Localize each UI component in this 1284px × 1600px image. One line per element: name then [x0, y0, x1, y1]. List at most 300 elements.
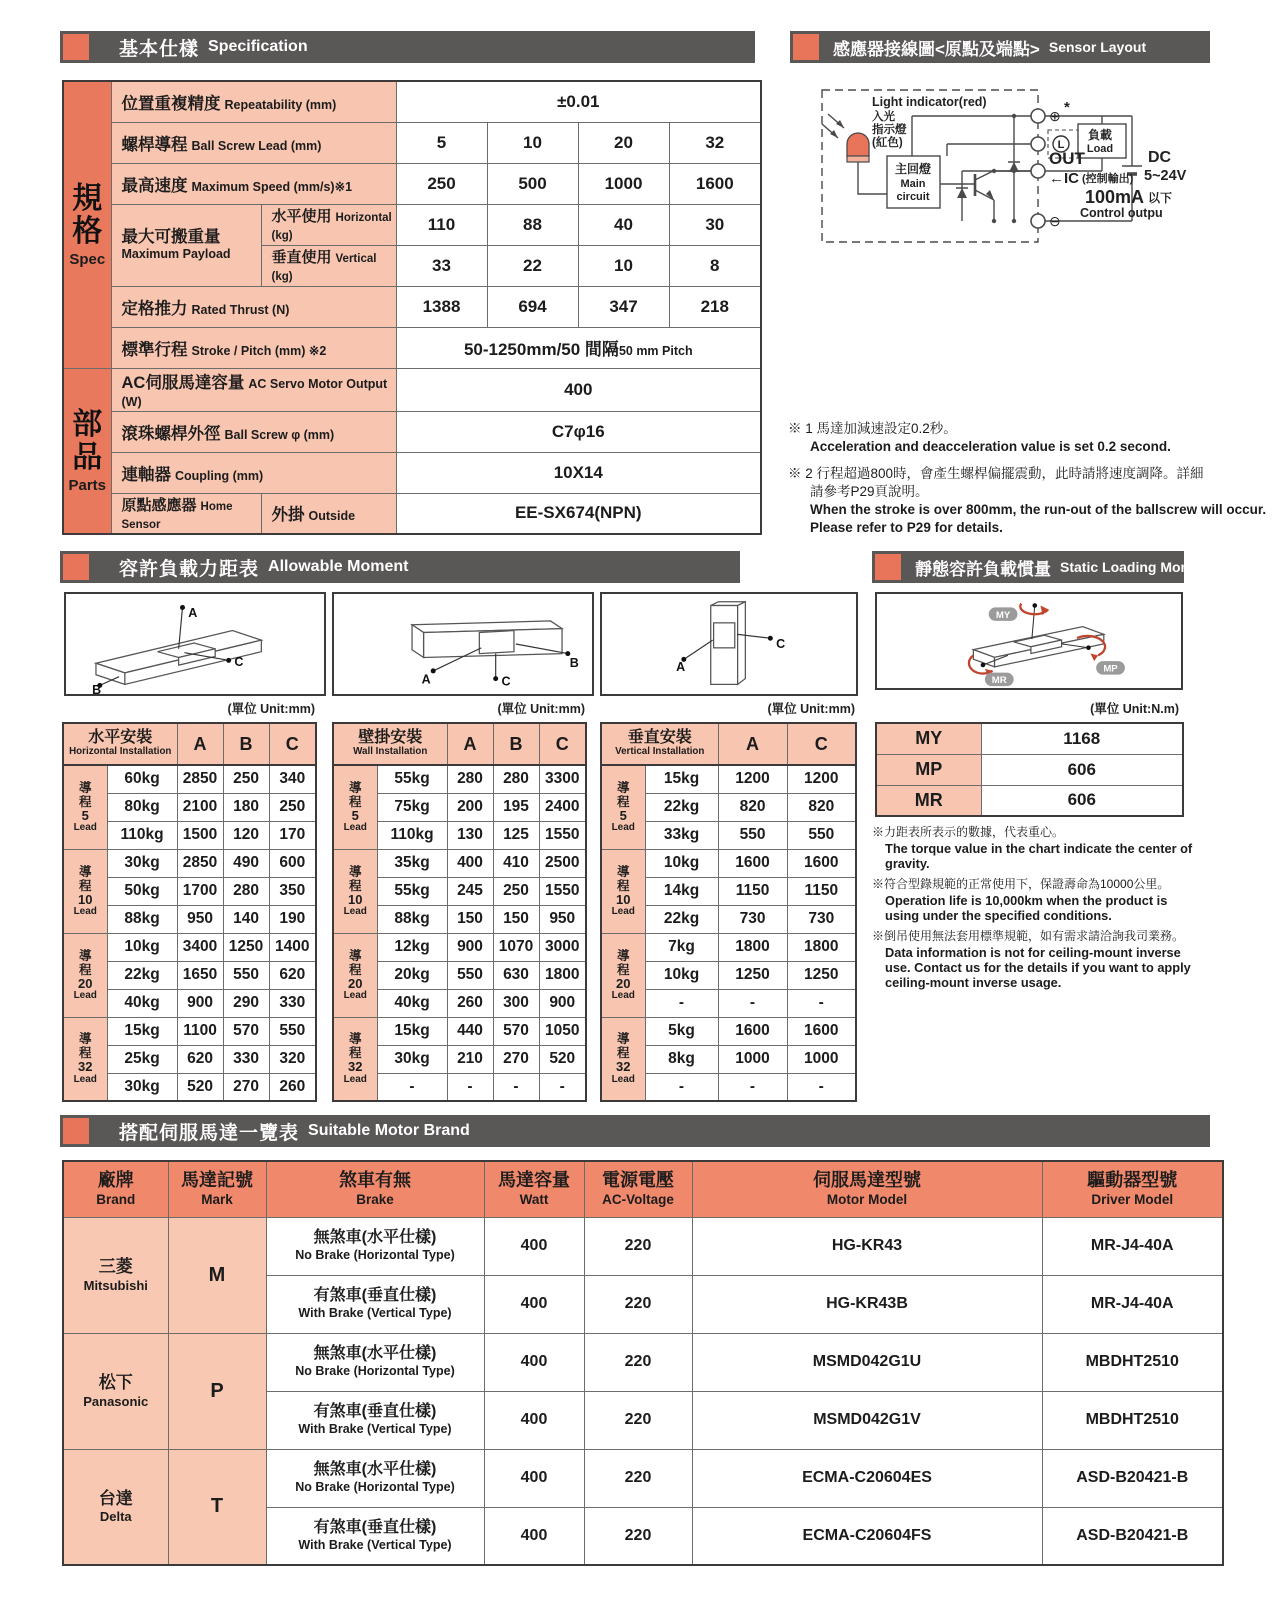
spec-value: 1000	[578, 163, 669, 204]
mt-col: A	[177, 723, 223, 765]
note-zh: ※ 2 行程超過800時，會產生螺桿偏擺震動，此時請將速度調降。詳細	[788, 465, 1204, 481]
spec-value: 22	[487, 245, 578, 286]
kg-cell: 40kg	[107, 989, 177, 1017]
mr-dot	[981, 663, 986, 668]
val-cell: 245	[447, 877, 493, 905]
kg-cell: 10kg	[107, 933, 177, 961]
kg-cell: 30kg	[107, 1073, 177, 1101]
val-cell: -	[787, 1073, 856, 1101]
val-cell: 900	[447, 933, 493, 961]
static-moment-section-header	[872, 551, 1214, 583]
spec-row-label: 定格推力 Rated Thrust (N)	[111, 286, 396, 327]
val-cell: 1250	[787, 961, 856, 989]
kg-cell: 35kg	[377, 849, 447, 877]
mt-col: C	[539, 723, 586, 765]
val-cell: 3400	[177, 933, 223, 961]
motor-model-cell: MSMD042G1V	[692, 1391, 1042, 1449]
spec-value: 10	[487, 122, 578, 163]
mt-title: 垂直安裝 Vertical Installation	[601, 723, 718, 765]
mt-col: A	[447, 723, 493, 765]
current-limit: 100mA	[1085, 187, 1145, 207]
voltage-cell: 220	[584, 1333, 692, 1391]
driver-model-cell: MBDHT2510	[1042, 1391, 1223, 1449]
spec-row-label: 標準行程 Stroke / Pitch (mm) ※2	[111, 327, 396, 368]
brake-cell: 有煞車(垂直仕樣) With Brake (Vertical Type)	[266, 1275, 484, 1333]
val-cell: 570	[223, 1017, 269, 1045]
moment-value: 606	[981, 754, 1183, 785]
section-title-zh: 容許負載力距表	[119, 558, 260, 580]
val-cell: 125	[493, 821, 539, 849]
val-cell: -	[493, 1073, 539, 1101]
kg-cell: 8kg	[645, 1045, 718, 1073]
col-header-brand: 廠牌 Brand	[63, 1161, 168, 1217]
kg-cell: 88kg	[107, 905, 177, 933]
dc-label: DC	[1148, 149, 1172, 166]
spec-value: 400	[396, 368, 761, 411]
asterisk: *	[1064, 99, 1070, 116]
val-cell: 1250	[223, 933, 269, 961]
axis-a-label: A	[676, 659, 686, 674]
zener-triangle	[957, 188, 967, 198]
spec-value: 110	[396, 204, 487, 245]
note-zh: ※符合型錄規範的正常使用下，保證壽命為10000公里。	[872, 876, 1170, 891]
spec-sub-label: 外掛 Outside	[261, 493, 396, 534]
val-cell: -	[718, 989, 787, 1017]
note-en: The torque value in the chart indicate the center of gravity.	[885, 840, 1193, 871]
val-cell: -	[447, 1073, 493, 1101]
kg-cell: 55kg	[377, 877, 447, 905]
spec-value: 88	[487, 204, 578, 245]
spec-value: 40	[578, 204, 669, 245]
kg-cell: -	[645, 1073, 718, 1101]
sensor-section-header	[790, 31, 1210, 63]
brake-cell: 有煞車(垂直仕樣) With Brake (Vertical Type)	[266, 1391, 484, 1449]
moment-value: 606	[981, 785, 1183, 816]
mt-col: C	[269, 723, 316, 765]
lead-cell: 導程 10 Lead	[601, 849, 645, 933]
axis-a-dot	[180, 605, 185, 610]
val-cell: 550	[223, 961, 269, 989]
axis-a-label: A	[421, 672, 431, 687]
accent-square-icon	[63, 554, 89, 580]
val-cell: 900	[177, 989, 223, 1017]
lead-cell: 導程 20 Lead	[601, 933, 645, 1017]
val-cell: 1600	[718, 849, 787, 877]
val-cell: 630	[493, 961, 539, 989]
led-indicator-icon	[847, 133, 869, 156]
val-cell: 260	[269, 1073, 316, 1101]
mt-col: B	[493, 723, 539, 765]
static-moment-table	[875, 722, 1184, 817]
val-cell: 2850	[177, 765, 223, 793]
val-cell: 280	[223, 877, 269, 905]
mark-cell: M	[168, 1217, 266, 1333]
moment-key: MP	[876, 754, 981, 785]
val-cell: 820	[787, 793, 856, 821]
val-cell: 1100	[177, 1017, 223, 1045]
unit-caption: (單位 Unit:mm)	[227, 702, 315, 716]
val-cell: 520	[177, 1073, 223, 1101]
val-cell: 1000	[787, 1045, 856, 1073]
val-cell: 2850	[177, 849, 223, 877]
kg-cell: 88kg	[377, 905, 447, 933]
val-cell: 1250	[718, 961, 787, 989]
moment-value: 1168	[981, 723, 1183, 754]
val-cell: 730	[718, 905, 787, 933]
main-circuit-en2: circuit	[896, 191, 930, 203]
spec-sub-label: 水平使用 Horizontal (kg)	[261, 204, 396, 245]
val-cell: 1600	[787, 1017, 856, 1045]
column-side	[738, 602, 746, 685]
motor-model-cell: HG-KR43B	[692, 1275, 1042, 1333]
section-title-zh: 基本仕樣	[119, 38, 200, 60]
kg-cell: 20kg	[377, 961, 447, 989]
motor-model-cell: MSMD042G1U	[692, 1333, 1042, 1391]
spec-row-label: 最高速度 Maximum Speed (mm/s)※1	[111, 163, 396, 204]
val-cell: 2500	[539, 849, 586, 877]
axis-b-label: B	[569, 656, 579, 671]
spec-value: C7φ16	[396, 411, 761, 452]
kg-cell: 80kg	[107, 793, 177, 821]
val-cell: 570	[493, 1017, 539, 1045]
kg-cell: 15kg	[107, 1017, 177, 1045]
val-cell: 170	[269, 821, 316, 849]
accent-square-icon	[793, 34, 819, 60]
mark-cell: T	[168, 1449, 266, 1565]
axis-c-label: C	[776, 636, 786, 651]
val-cell: 250	[223, 765, 269, 793]
watt-cell: 400	[484, 1449, 584, 1507]
val-cell: 1800	[787, 933, 856, 961]
kg-cell: 40kg	[377, 989, 447, 1017]
axis-a-label: A	[188, 606, 198, 621]
static-notes	[872, 824, 1202, 995]
val-cell: 550	[447, 961, 493, 989]
val-cell: 550	[269, 1017, 316, 1045]
val-cell: 1500	[177, 821, 223, 849]
voltage-cell: 220	[584, 1391, 692, 1449]
spec-value: 218	[669, 286, 761, 327]
val-cell: 600	[269, 849, 316, 877]
brake-cell: 有煞車(垂直仕樣) With Brake (Vertical Type)	[266, 1507, 484, 1565]
val-cell: -	[787, 989, 856, 1017]
spec-value: 1600	[669, 163, 761, 204]
plus-symbol: ⊕	[1049, 108, 1061, 124]
val-cell: 150	[493, 905, 539, 933]
wall-installation-diagram	[332, 592, 594, 696]
lead-cell: 導程 32 Lead	[601, 1017, 645, 1101]
val-cell: 440	[447, 1017, 493, 1045]
kg-cell: -	[377, 1073, 447, 1101]
note-zh: ※ 1 馬達加減速設定0.2秒。	[788, 421, 957, 436]
spec-row-label: 原點感應器 Home Sensor	[111, 493, 261, 534]
l-terminal	[1031, 137, 1045, 151]
out-label: OUT	[1049, 149, 1085, 168]
spec-notes	[788, 420, 1274, 536]
section-title-en: Suitable Motor Brand	[308, 1122, 470, 1139]
val-cell: 190	[269, 905, 316, 933]
lead-cell: 導程 32 Lead	[333, 1017, 377, 1101]
sensor-wiring-diagram	[792, 76, 1212, 256]
kg-cell: 22kg	[645, 793, 718, 821]
side-label-en: Spec	[69, 250, 106, 268]
kg-cell: 15kg	[645, 765, 718, 793]
val-cell: 1000	[718, 1045, 787, 1073]
val-cell: 180	[223, 793, 269, 821]
val-cell: 3300	[539, 765, 586, 793]
spec-value: 8	[669, 245, 761, 286]
horizontal-installation-diagram	[64, 592, 326, 696]
dc-voltage: 5~24V	[1144, 168, 1187, 184]
val-cell: 400	[447, 849, 493, 877]
val-cell: 1800	[539, 961, 586, 989]
wall-installation-table	[332, 722, 587, 1102]
brand-cell: 松下 Panasonic	[63, 1333, 168, 1449]
note-zh: ※力距表所表示的數據，代表重心。	[872, 825, 1065, 839]
val-cell: 900	[539, 989, 586, 1017]
vertical-installation-diagram	[600, 592, 858, 696]
val-cell: 340	[269, 765, 316, 793]
col-header-watt: 馬達容量 Watt	[484, 1161, 584, 1217]
val-cell: 300	[493, 989, 539, 1017]
brand-cell: 台達 Delta	[63, 1449, 168, 1565]
axis-a-line	[684, 640, 713, 659]
brake-cell: 無煞車(水平仕樣) No Brake (Horizontal Type)	[266, 1449, 484, 1507]
spec-row-label: 連軸器 Coupling (mm)	[111, 452, 396, 493]
val-cell: 1050	[539, 1017, 586, 1045]
junction-dot	[992, 169, 996, 173]
spec-side-label: 部品 Parts	[63, 368, 111, 534]
val-cell: 260	[447, 989, 493, 1017]
load-zh: 負載	[1087, 128, 1113, 142]
kg-cell: 30kg	[377, 1045, 447, 1073]
ic-note: (控制輸出)	[1082, 173, 1134, 185]
lead-cell: 導程 20 Lead	[63, 933, 107, 1017]
val-cell: 330	[223, 1045, 269, 1073]
transistor-legs	[975, 170, 1031, 221]
val-cell: 1200	[718, 765, 787, 793]
section-title-zh: 感應器接線圖<原點及端點>	[833, 39, 1040, 59]
axis-c-dot	[768, 636, 773, 641]
val-cell: 2400	[539, 793, 586, 821]
unit-caption: (單位 Unit:N.m)	[1090, 702, 1179, 716]
motor-model-cell: ECMA-C20604FS	[692, 1507, 1042, 1565]
kg-cell: 22kg	[645, 905, 718, 933]
val-cell: 210	[447, 1045, 493, 1073]
axis-c-label: C	[234, 655, 244, 670]
kg-cell: -	[645, 989, 718, 1017]
spec-value: 347	[578, 286, 669, 327]
driver-model-cell: ASD-B20421-B	[1042, 1507, 1223, 1565]
junction-dot	[992, 219, 996, 223]
led-wire	[858, 162, 887, 194]
spec-row-label: 位置重複精度 Repeatability (mm)	[111, 81, 396, 122]
accent-square-icon	[875, 554, 901, 580]
brand-cell: 三菱 Mitsubishi	[63, 1217, 168, 1333]
val-cell: 1600	[718, 1017, 787, 1045]
note-en: Data information is not for ceiling-mount inverse use. Contact us for the details if you want to apply ceiling-mount inverse usage.	[885, 944, 1191, 990]
brake-cell: 無煞車(水平仕樣) No Brake (Horizontal Type)	[266, 1333, 484, 1391]
val-cell: 195	[493, 793, 539, 821]
spec-row-label: AC伺服馬達容量 AC Servo Motor Output (W)	[111, 368, 396, 411]
val-cell: 130	[447, 821, 493, 849]
val-cell: 620	[177, 1045, 223, 1073]
spec-value: 30	[669, 204, 761, 245]
junction-dot	[1012, 114, 1016, 118]
spec-row-label: 最大可搬重量 Maximum Payload	[111, 204, 261, 286]
mp-badge-label: MP	[1103, 663, 1118, 675]
internal-top-wires	[912, 116, 1031, 156]
val-cell: 350	[269, 877, 316, 905]
main-circuit-zh: 主回燈	[894, 162, 932, 176]
val-cell: 1650	[177, 961, 223, 989]
spec-value: EE-SX674(NPN)	[396, 493, 761, 534]
lead-cell: 導程 5 Lead	[601, 765, 645, 849]
kg-cell: 50kg	[107, 877, 177, 905]
spec-row-label: 滾珠螺桿外徑 Ball Screw φ (mm)	[111, 411, 396, 452]
minus-symbol: ⊖	[1049, 213, 1061, 229]
val-cell: 200	[447, 793, 493, 821]
watt-cell: 400	[484, 1333, 584, 1391]
val-cell: 1700	[177, 877, 223, 905]
arrowhead	[1090, 653, 1098, 661]
spec-value: 5	[396, 122, 487, 163]
section-title-en: Sensor Layout	[1048, 39, 1147, 55]
motor-section-header	[60, 1115, 1210, 1147]
kg-cell: 33kg	[645, 821, 718, 849]
spec-section-header	[60, 31, 755, 63]
note-en: Acceleration and deacceleration value is set 0.2 second.	[810, 439, 1171, 455]
vertical-installation-table	[600, 722, 857, 1102]
main-circuit-en1: Main	[900, 178, 926, 190]
val-cell: 3000	[539, 933, 586, 961]
spec-side-label	[63, 81, 111, 368]
kg-cell: 12kg	[377, 933, 447, 961]
axis-c-dot	[226, 658, 231, 663]
spec-value: 500	[487, 163, 578, 204]
mt-col: C	[787, 723, 856, 765]
voltage-cell: 220	[584, 1275, 692, 1333]
mark-cell: P	[168, 1333, 266, 1449]
val-cell: 1600	[787, 849, 856, 877]
kg-cell: 25kg	[107, 1045, 177, 1073]
val-cell: 1800	[718, 933, 787, 961]
moment-section-header	[60, 551, 740, 583]
moment-key: MY	[876, 723, 981, 754]
kg-cell: 55kg	[377, 765, 447, 793]
section-title-en: Allowable Moment	[268, 558, 409, 575]
val-cell: 250	[269, 793, 316, 821]
l-symbol: L	[1057, 139, 1065, 151]
kg-cell: 15kg	[377, 1017, 447, 1045]
light-zh3: (紅色)	[872, 137, 903, 149]
slider-front	[714, 623, 735, 648]
kg-cell: 110kg	[107, 821, 177, 849]
val-cell: 1550	[539, 877, 586, 905]
watt-cell: 400	[484, 1217, 584, 1275]
voltage-cell: 220	[584, 1449, 692, 1507]
lead-cell: 導程 20 Lead	[333, 933, 377, 1017]
section-title-en: Specification	[208, 38, 308, 55]
light-zh1: 入光	[872, 111, 895, 123]
col-header-brake: 煞車有無 Brake	[266, 1161, 484, 1217]
internal-wires	[940, 116, 1031, 221]
mt-title: 水平安裝 Horizontal Installation	[63, 723, 177, 765]
light-indicator-label: Light indicator(red)	[872, 95, 987, 109]
lead-cell: 導程 10 Lead	[333, 849, 377, 933]
kg-cell: 60kg	[107, 765, 177, 793]
col-header-mark: 馬達記號 Mark	[168, 1161, 266, 1217]
note-en: Please refer to P29 for details.	[810, 519, 1003, 535]
val-cell: 520	[539, 1045, 586, 1073]
led-base	[847, 156, 869, 162]
brake-cell: 無煞車(水平仕樣) No Brake (Horizontal Type)	[266, 1217, 484, 1275]
kg-cell: 14kg	[645, 877, 718, 905]
watt-cell: 400	[484, 1507, 584, 1565]
my-axis-line	[1032, 606, 1035, 640]
val-cell: 290	[223, 989, 269, 1017]
val-cell: 330	[269, 989, 316, 1017]
accent-square-icon	[63, 34, 89, 60]
col-header-driver-model: 驅動器型號 Driver Model	[1042, 1161, 1223, 1217]
ic-label: ←IC	[1049, 170, 1079, 187]
motor-brand-table	[62, 1160, 1224, 1566]
val-cell: 550	[718, 821, 787, 849]
slider-front	[479, 631, 514, 654]
col-header-voltage: 電源電壓 AC-Voltage	[584, 1161, 692, 1217]
watt-cell: 400	[484, 1391, 584, 1449]
watt-cell: 400	[484, 1275, 584, 1333]
spec-sub-label: 垂直使用 Vertical (kg)	[261, 245, 396, 286]
val-cell: 280	[447, 765, 493, 793]
driver-model-cell: ASD-B20421-B	[1042, 1449, 1223, 1507]
motor-model-cell: HG-KR43	[692, 1217, 1042, 1275]
kg-cell: 75kg	[377, 793, 447, 821]
val-cell: 140	[223, 905, 269, 933]
spec-value: 10	[578, 245, 669, 286]
kg-cell: 110kg	[377, 821, 447, 849]
driver-model-cell: MBDHT2510	[1042, 1333, 1223, 1391]
val-cell: 490	[223, 849, 269, 877]
driver-model-cell: MR-J4-40A	[1042, 1217, 1223, 1275]
val-cell: 270	[493, 1045, 539, 1073]
junction-dot	[1012, 219, 1016, 223]
horizontal-installation-table	[62, 722, 317, 1102]
lead-cell: 導程 5 Lead	[333, 765, 377, 849]
kg-cell: 30kg	[107, 849, 177, 877]
axis-b-label: B	[92, 683, 102, 694]
val-cell: 1070	[493, 933, 539, 961]
mt-title: 壁掛安裝 Wall Installation	[333, 723, 447, 765]
plus-terminal	[1031, 109, 1045, 123]
spec-row-label: 螺桿導程 Ball Screw Lead (mm)	[111, 122, 396, 163]
val-cell: 1400	[269, 933, 316, 961]
val-cell: 1200	[787, 765, 856, 793]
kg-cell: 10kg	[645, 849, 718, 877]
note-en: Operation life is 10,000km when the product is using under the specified conditions.	[885, 892, 1168, 923]
val-cell: 120	[223, 821, 269, 849]
mr-badge-label: MR	[991, 675, 1007, 687]
val-cell: 620	[269, 961, 316, 989]
val-cell: 950	[177, 905, 223, 933]
spec-value: 250	[396, 163, 487, 204]
val-cell: 820	[718, 793, 787, 821]
val-cell: 270	[223, 1073, 269, 1101]
val-cell: 1550	[539, 821, 586, 849]
out-terminal	[1031, 164, 1045, 178]
val-cell: 250	[493, 877, 539, 905]
my-dot	[1032, 603, 1037, 608]
